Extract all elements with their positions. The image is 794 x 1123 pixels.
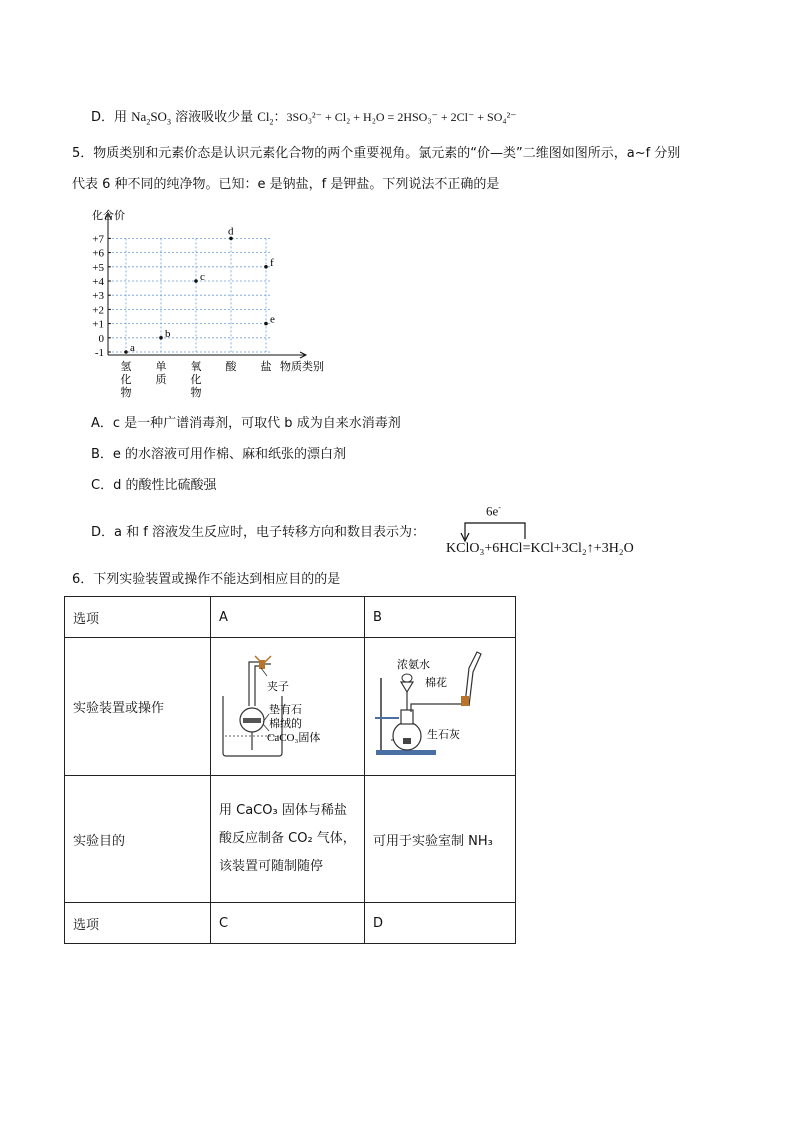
so-symbol: SO	[150, 109, 167, 124]
data-label-f: f	[270, 256, 274, 269]
caco3-label: CaCO₃固体	[267, 732, 321, 744]
footer-d-cell: D	[365, 903, 516, 944]
q4d-middle: 溶液吸收少量	[170, 110, 258, 125]
q4d-prefix: D．用	[91, 110, 132, 125]
y-tick-label: +6	[92, 247, 104, 260]
q5-option-c: C．d 的酸性比硫酸强	[91, 478, 217, 493]
apparatus-a-cell	[211, 638, 365, 776]
purpose-a-line-3: 该装置可随制随停	[219, 859, 324, 874]
table-row	[65, 903, 516, 944]
cl-sub: 2	[269, 117, 274, 127]
lime-label: 生石灰	[427, 729, 460, 741]
q4d-equation: 3SO₃²⁻ + Cl₂ + H₂O = 2HSO₃⁻ + 2Cl⁻ + SO₄²⁻	[286, 110, 517, 124]
cotton-label: 棉花	[425, 677, 447, 689]
cotton-label-1: 垫有石	[269, 704, 302, 716]
na2so3-formula	[131, 109, 171, 127]
apparatus-a-diagram	[211, 638, 348, 771]
table-row	[65, 597, 516, 638]
table-row	[65, 638, 516, 776]
data-point-e	[264, 322, 268, 326]
cotton-label-2: 棉绒的	[269, 718, 302, 730]
header-a-cell: A	[211, 597, 365, 638]
data-label-a: a	[130, 342, 135, 354]
q5-option-d: D．a 和 f 溶液发生反应时，电子转移方向和数目表示为：	[91, 525, 425, 540]
electron-count: 6e	[486, 503, 499, 519]
data-label-e: e	[270, 313, 275, 326]
data-label-b: b	[165, 327, 171, 340]
x-axis-title: 物质类别	[280, 361, 324, 373]
data-point-f	[264, 265, 268, 269]
apparatus-b-cell	[365, 638, 516, 776]
redox-equation: KClO₃+6HCl=KCl+3Cl₂↑+3H₂O	[446, 541, 634, 556]
valence-class-chart	[70, 205, 340, 400]
y-tick-label: +4	[92, 276, 104, 288]
y-tick-label: +3	[92, 290, 104, 303]
q5-line1: 5．物质类别和元素价态是认识元素化合物的两个重要视角。氯元素的“价—类”二维图如图所示，a~f 分别	[72, 146, 681, 161]
q5-option-a: A．c 是一种广谱消毒剂，可取代 b 成为自来水消毒剂	[91, 416, 401, 431]
purpose-a-cell	[211, 776, 365, 903]
apparatus-label-cell: 实验装置或操作	[65, 638, 211, 776]
x-tick-label: 物	[120, 387, 132, 399]
y-tick-label: +2	[92, 304, 104, 317]
x-tick-label: 物	[190, 387, 202, 399]
header-option-cell: 选项	[65, 597, 211, 638]
x-tick-label: 质	[155, 374, 167, 386]
q4-option-d	[91, 108, 517, 132]
q6-table	[64, 596, 516, 944]
y-tick-label: 0	[98, 332, 104, 345]
na-symbol: Na	[131, 109, 147, 124]
ammonia-label: 浓氨水	[397, 659, 430, 671]
x-tick-label: 单	[155, 361, 167, 373]
purpose-a-line-1: 用 CaCO₃ 固体与稀盐	[219, 803, 347, 818]
x-tick-label: 氢	[120, 361, 132, 373]
apparatus-b-diagram	[365, 638, 515, 771]
q5-line2: 代表 6 种不同的纯净物。已知：e 是钠盐，f 是钾盐。下列说法不正确的是	[72, 177, 500, 192]
footer-c-cell: C	[211, 903, 365, 944]
x-tick-label: 化	[120, 374, 132, 386]
data-label-c: c	[200, 271, 205, 283]
purpose-label-cell: 实验目的	[65, 776, 211, 903]
data-point-b	[159, 336, 163, 340]
y-tick-label: -1	[94, 347, 104, 359]
x-tick-label: 酸	[225, 361, 237, 373]
electron-charge: -	[498, 503, 501, 512]
table-row	[65, 776, 516, 903]
cl2-formula	[257, 109, 274, 127]
purpose-a-line-2: 酸反应制备 CO₂ 气体，	[219, 831, 356, 846]
so-sub: 3	[166, 117, 171, 127]
q6-title: 6．下列实验装置或操作不能达到相应目的的是	[72, 572, 341, 587]
clamp-label: 夹子	[267, 681, 289, 693]
na-sub: 2	[146, 117, 151, 127]
x-tick-label: 氧	[190, 361, 202, 373]
purpose-b-cell: 可用于实验室制 NH₃	[365, 776, 516, 903]
header-b-cell: B	[365, 597, 516, 638]
electron-count-label	[486, 503, 501, 519]
y-tick-label: +5	[92, 261, 104, 274]
x-tick-label: 盐	[260, 361, 272, 373]
x-tick-label: 化	[190, 374, 202, 386]
data-point-c	[194, 279, 198, 283]
y-tick-label: +1	[92, 318, 104, 331]
q5-option-b: B．e 的水溶液可用作棉、麻和纸张的漂白剂	[91, 447, 347, 462]
cl-symbol: Cl	[257, 109, 270, 124]
y-axis-title: 化合价	[92, 210, 125, 222]
data-label-d: d	[228, 225, 234, 238]
q4d-colon: ：	[273, 110, 287, 125]
data-point-a	[124, 350, 128, 354]
y-tick-label: +7	[92, 233, 104, 246]
footer-option-cell: 选项	[65, 903, 211, 944]
